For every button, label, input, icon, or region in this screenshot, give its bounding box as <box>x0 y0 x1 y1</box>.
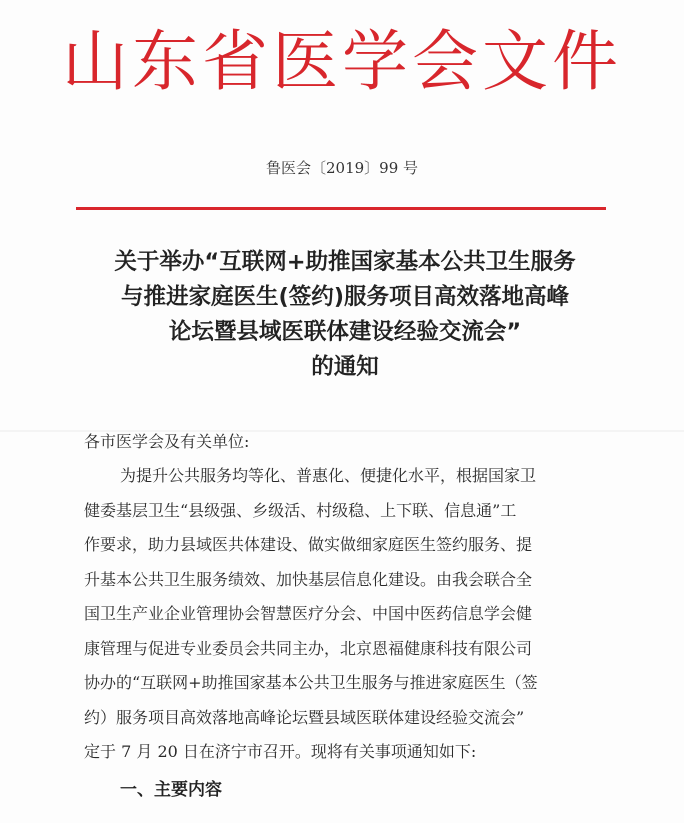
notice-title <box>70 245 620 385</box>
document-number: 鲁医会〔2019〕99 号 <box>265 159 419 177</box>
notice-title-line: 论坛暨县域医联体建设经验交流会” <box>168 319 522 345</box>
body-line: 升基本公共卫生服务绩效、加快基层信息化建设。由我会联合全 <box>84 569 533 589</box>
body-line: 国卫生产业企业管理协会智慧医疗分会、中国中医药信息学会健 <box>84 604 533 623</box>
body-line: 定于 7 月 20 日在济宁市召开。现将有关事项通知如下: <box>84 742 477 761</box>
body-line: 作要求，助力县域医共体建设、做实做细家庭医生签约服务、提 <box>84 535 533 554</box>
body-line: 约）服务项目高效落地高峰论坛暨县域医联体建设经验交流会” <box>84 707 525 727</box>
red-header-rule <box>76 207 606 210</box>
body-line: 协办的“互联网+助推国家基本公共卫生服务与推进家庭医生（签 <box>84 673 538 692</box>
body-line: 健委基层卫生“县级强、乡级活、村级稳、上下联、信息通”工 <box>84 500 517 520</box>
body-line: 为提升公共服务均等化、普惠化、便捷化水平，根据国家卫 <box>120 466 537 485</box>
notice-title-line: 关于举办“互联网+助推国家基本公共卫生服务 <box>114 249 576 275</box>
body-line: 康管理与促进专业委员会共同主办，北京恩福健康科技有限公司 <box>84 638 533 658</box>
notice-title-line: 与推进家庭医生(签约)服务项目高效落地高峰 <box>120 284 570 310</box>
notice-title-line: 的通知 <box>311 354 379 380</box>
section-heading: 一、主要内容 <box>120 780 222 800</box>
body-paragraph <box>84 459 609 770</box>
salutation: 各市医学会及有关单位: <box>84 432 250 451</box>
issuer-header-title: 山东省医学会文件 <box>62 23 622 100</box>
